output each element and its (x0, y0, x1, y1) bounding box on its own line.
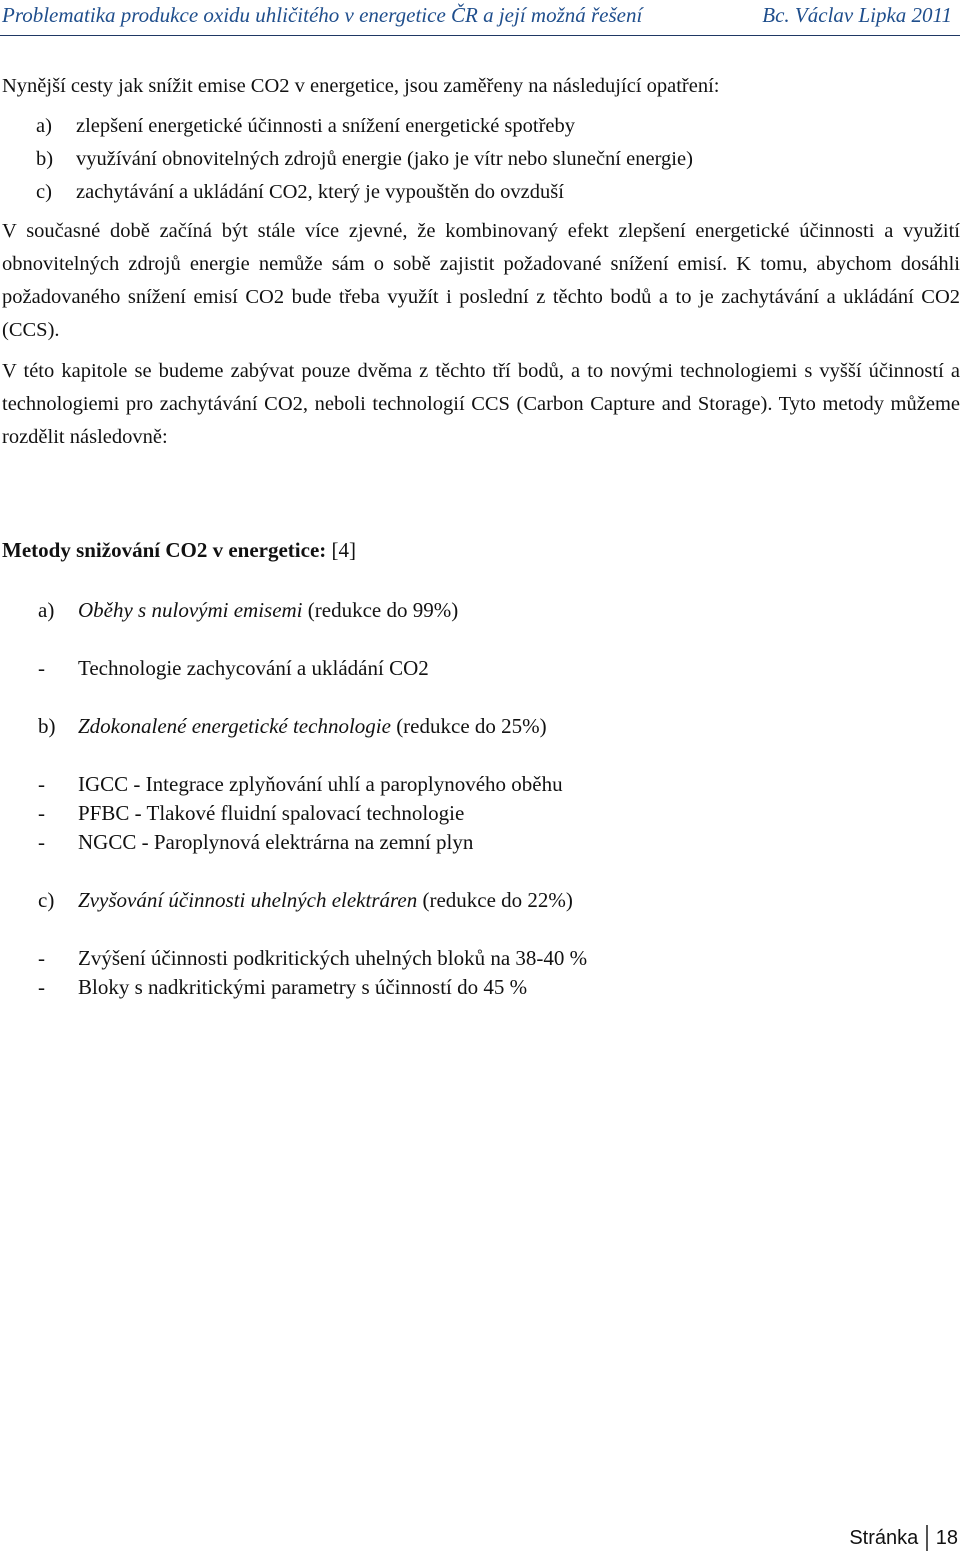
dash-marker: - (38, 656, 45, 680)
list-item (2, 799, 960, 828)
measures-list (2, 110, 960, 209)
dash-marker: - (38, 772, 45, 796)
section-note: (redukce do 25%) (390, 714, 547, 738)
section-label: b) (38, 714, 56, 738)
list-item-text: PFBC - Tlakové fluidní spalovací technologie (78, 801, 465, 825)
header-author: Bc. Václav Lipka 2011 (762, 3, 952, 27)
section-title: Zvyšování účinnosti uhelných elektráren (78, 888, 418, 912)
list-item-text: NGCC - Paroplynová elektrárna na zemní plyn (78, 830, 474, 854)
page-header (0, 0, 960, 36)
page-body (2, 70, 960, 1029)
list-item (2, 770, 960, 799)
dash-marker: - (38, 830, 45, 854)
intro-text: Nynější cesty jak snížit emise CO2 v energetice, jsou zaměřeny na následující opatření: (2, 75, 720, 97)
list-item-text: Technologie zachycování a ukládání CO2 (78, 656, 429, 680)
paragraph-2: V této kapitole se budeme zabývat pouze dvěma z těchto tří bodů, a to novými technologiemi s vyšší účinností a technologiemi pro zachytávání CO2, neboli technologií CCS (Carbon Capture and Storage). Tyto metody můžeme rozdělit následovně: (2, 360, 960, 448)
list-item-text: Zvýšení účinnosti podkritických uhelných bloků na 38-40 % (78, 946, 588, 970)
list-item (2, 143, 960, 176)
section-c-items (2, 944, 960, 1002)
section-b-items (2, 770, 960, 857)
section-a-title (2, 594, 960, 627)
list-item (2, 110, 960, 143)
dash-marker: - (38, 946, 45, 970)
section-heading (2, 534, 960, 567)
section-note: (redukce do 22%) (417, 888, 573, 912)
list-item (2, 176, 960, 209)
page-label: Stránka (849, 1526, 919, 1549)
dash-marker: - (38, 975, 45, 999)
list-item (2, 944, 960, 973)
section-title: Zdokonalené energetické technologie (78, 714, 391, 738)
list-item (2, 654, 960, 683)
section-a-items (2, 654, 960, 683)
section-title: Oběhy s nulovými emisemi (78, 598, 303, 622)
heading-reference: [4] (326, 538, 357, 562)
heading-text: Metody snižování CO2 v energetice: (2, 538, 327, 562)
list-item (2, 973, 960, 1002)
section-label: c) (38, 888, 55, 912)
section-b-title (2, 710, 960, 743)
footer-divider (926, 1525, 928, 1551)
list-item (2, 828, 960, 857)
page-footer (849, 1522, 958, 1554)
list-item-text: využívání obnovitelných zdrojů energie (jako je vítr nebo sluneční energie) (76, 148, 693, 170)
list-item-text: zachytávání a ukládání CO2, který je vypouštěn do ovzduší (76, 181, 564, 203)
header-title: Problematika produkce oxidu uhličitého v energetice ČR a její možná řešení (2, 3, 643, 27)
dash-marker: - (38, 801, 45, 825)
list-item-label: a) (36, 115, 52, 137)
list-item-label: b) (36, 148, 54, 170)
page-number: 18 (935, 1526, 958, 1549)
list-item-text: Bloky s nadkritickými parametry s účinností do 45 % (78, 975, 528, 999)
list-item-text: IGCC - Integrace zplyňování uhlí a paroplynového oběhu (78, 772, 563, 796)
list-item-text: zlepšení energetické účinnosti a snížení energetické spotřeby (76, 115, 576, 137)
section-note: (redukce do 99%) (302, 598, 459, 622)
section-c-title (2, 884, 960, 917)
list-item-label: c) (36, 181, 52, 203)
section-label: a) (38, 598, 55, 622)
paragraph-1: V současné době začíná být stále více zjevné, že kombinovaný efekt zlepšení energetické účinnosti a využití obnovitelných zdrojů energie nemůže sám o sobě zajistit požadované snížení emisí. K tomu, abychom dosáhli požadovaného snížení emisí CO2 bude třeba využít i poslední z těchto bodů a to je zachytávání a ukládání CO2 (CCS). (2, 220, 960, 341)
